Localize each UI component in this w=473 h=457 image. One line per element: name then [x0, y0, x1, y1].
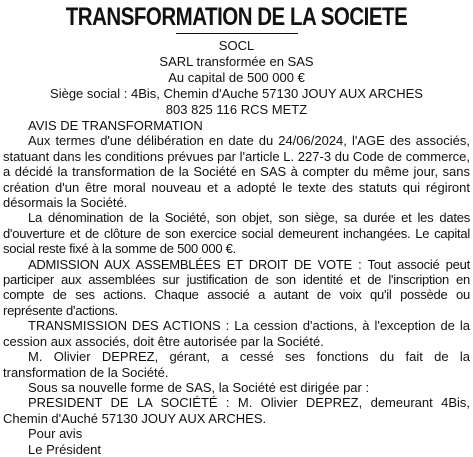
company-head-office: Siège social : 4Bis, Chemin d'Auche 57130 JOUY AUX ARCHES [50, 86, 423, 101]
company-name: SOCL [218, 38, 255, 53]
signature-line: Le Président [28, 441, 101, 457]
notice-title: TRANSFORMATION DE LA SOCIETE [65, 3, 408, 31]
company-form: SARL transformée en SAS [159, 54, 314, 69]
paragraph-unchanged-items: La dénomination de la Société, son objet, son siège, sa durée et les dates d'ouverture et de clôture de son exercice social demeurent inchangées. Le capital social reste fixé à la somme de 500 000 €. [3, 210, 470, 257]
company-registration: 803 825 116 RCS METZ [165, 102, 308, 117]
company-capital: Au capital de 500 000 € [168, 70, 305, 85]
paragraph-president: PRESIDENT DE LA SOCIÉTÉ : M. Olivier DEPREZ, demeurant 4Bis, Chemin d'Auché 57130 JOUY AUX ARCHES. [3, 395, 470, 426]
notice-heading: AVIS DE TRANSFORMATION [28, 118, 203, 133]
notice-body [3, 118, 470, 457]
paragraph-share-transfer: TRANSMISSION DES ACTIONS : La cession d'actions, à l'exception de la cession aux associés, doit être autorisée par la Société. [3, 318, 470, 349]
paragraph-manager-resignation: M. Olivier DEPREZ, gérant, a cessé ses fonctions du fait de la transformation de la Société. [3, 349, 470, 380]
paragraph-new-management: Sous sa nouvelle forme de SAS, la Société est dirigée par : [28, 379, 370, 395]
closing-line: Pour avis [28, 426, 83, 442]
paragraph-deliberation: Aux termes d'une délibération en date du 24/06/2024, l'AGE des associés, statuant dans les conditions prévues par l'article L. 227-3 du Code de commerce, a décidé la transformation de la Société en SAS à compter du même jour, sans création d'un être moral nouveau et a adopté le texte des statuts qui régiront désormais la Société. [3, 133, 470, 211]
paragraph-admission-voting: ADMISSION AUX ASSEMBLÉES ET DROIT DE VOTE : Tout associé peut participer aux assemblées sur justification de son identité et de l'inscription en compte de ses actions. Chaque associé a autant de voix qu'il possède ou représente d'actions. [3, 256, 470, 318]
title-underline [176, 33, 298, 34]
